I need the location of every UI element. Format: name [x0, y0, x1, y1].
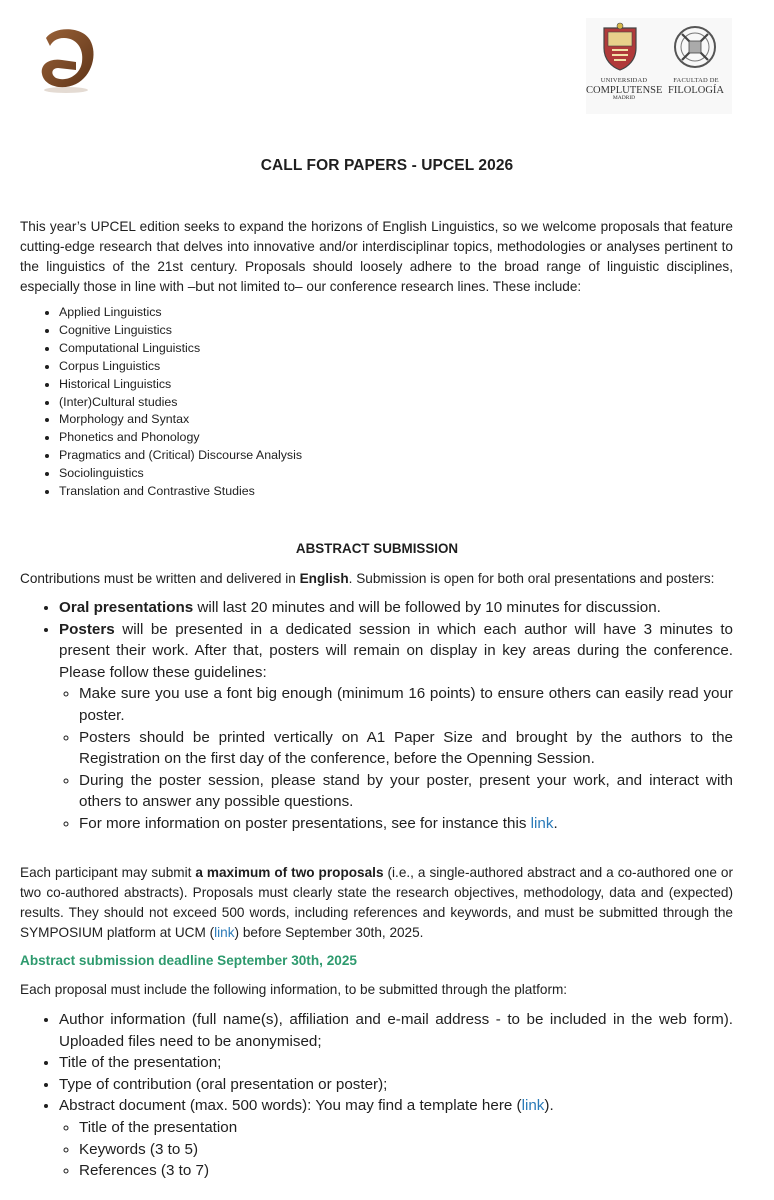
poster-info-link[interactable]: link — [530, 814, 554, 832]
list-item: ◦ Keywords (3 to 5) — [79, 1139, 733, 1161]
list-item: • Pragmatics and (Critical) Discourse Analysis — [59, 447, 539, 465]
proposals-text: Each participant may submit — [20, 865, 196, 880]
list-item: ◦ During the poster session, please stand by your poster, present your work, and interact with others to answer any possible questions. — [79, 770, 733, 813]
contributions-paragraph — [20, 569, 740, 589]
ucm-caption: UNIVERSIDAD COMPLUTENSE MADRID — [586, 77, 663, 101]
list-item — [79, 813, 733, 835]
list-item: • Phonetics and Phonology — [59, 429, 539, 447]
oral-text: will last 20 minutes and will be followed by 10 minutes for discussion. — [193, 599, 661, 616]
proposals-paragraph — [20, 863, 733, 943]
proposal-requirements-list — [40, 1009, 733, 1182]
list-item: • Historical Linguistics — [59, 376, 539, 394]
list-item-posters — [59, 619, 733, 835]
filologia-caption: FACULTAD DE FILOLOGÍA — [668, 77, 724, 96]
intro-paragraph: This year’s UPCEL edition seeks to expand the horizons of English Linguistics, so we welcome proposals that feature cutting-edge research that delves into innovative and/or interdisciplinar topics, methodologies or analyses pertinent to the linguistics of the 21st century. Proposals should loosely adhere to the broad range of linguistic disciplines, especially those in line with –but not limited to– our conference research lines. These include: — [20, 219, 733, 294]
list-item-oral — [59, 597, 733, 619]
list-item: • Computational Linguistics — [59, 340, 539, 358]
list-item: ◦ Title of the presentation — [79, 1117, 733, 1139]
deadline-notice: Abstract submission deadline September 30th, 2025 — [20, 953, 357, 968]
list-item: ◦ Make sure you use a font big enough (minimum 16 points) to ensure others can easily read your poster. — [79, 683, 733, 726]
poster-guidelines-list — [59, 683, 733, 834]
list-item: • Type of contribution (oral presentation or poster); — [59, 1074, 733, 1096]
abstract-doc-text-end: ). — [544, 1097, 554, 1115]
list-item: • Applied Linguistics — [59, 304, 539, 322]
period: . — [553, 814, 558, 832]
abstract-doc-text: Abstract document (max. 500 words): You may find a template here ( — [59, 1097, 522, 1115]
contrib-text: Contributions must be written and delivered in — [20, 571, 300, 586]
list-item: • Corpus Linguistics — [59, 358, 539, 376]
proposals-text-end: ) before September 30th, 2025. — [234, 925, 424, 940]
ucm-crest-icon — [598, 22, 642, 72]
list-item-abstract-document — [59, 1095, 733, 1181]
list-item: • Title of the presentation; — [59, 1052, 733, 1074]
proposal-info-intro: Each proposal must include the following information, to be submitted through the platform: — [20, 982, 568, 997]
symposium-link[interactable]: link — [214, 925, 235, 940]
filologia-crest-icon — [672, 24, 718, 70]
presentation-types-list — [40, 597, 733, 835]
list-item: • Author information (full name(s), affiliation and e-mail address - to be included in the web form). Uploaded files need to be anonymised; — [59, 1009, 733, 1052]
research-lines-list — [39, 304, 539, 501]
more-info-text: For more information on poster presentations, see for instance this — [79, 814, 531, 832]
template-link[interactable]: link — [521, 1097, 545, 1115]
section-title-abstract-submission: ABSTRACT SUBMISSION — [295, 541, 459, 556]
oral-label: Oral presentations — [59, 599, 194, 616]
contrib-text-end: . Submission is open for both oral presentations and posters: — [348, 571, 715, 586]
posters-label: Posters — [59, 620, 115, 638]
abstract-document-sublist — [59, 1117, 733, 1182]
list-item: ◦ Posters should be printed vertically on A1 Paper Size and brought by the authors to the Registration on the first day of the conference, before the Openning Session. — [79, 727, 733, 770]
proposals-text-mid: (i.e., a single-authored abstract and a co-authored one or two co-authored abstracts). Proposals must clearly state the research objectives, methodology, data and (expected) results. They should not exceed 500 words, including references and keywords, and must be submitted through the SYMPOSIUM platform at UCM ( — [20, 865, 733, 940]
proposals-max: a maximum of two proposals — [195, 865, 384, 880]
posters-text: will be presented in a dedicated session in which each author will have 3 minutes to present their work. After that, posters will remain on display in key areas during the conference. Please follow these guidelines: — [59, 620, 733, 681]
upcel-logo — [36, 24, 98, 96]
university-logos — [586, 18, 732, 114]
list-item: • Sociolinguistics — [59, 465, 539, 483]
list-item: ◦ References (3 to 7) — [79, 1160, 733, 1182]
contrib-language: English — [299, 571, 349, 586]
list-item: • Morphology and Syntax — [59, 411, 539, 429]
list-item: • (Inter)Cultural studies — [59, 394, 539, 412]
page-title: CALL FOR PAPERS - UPCEL 2026 — [260, 157, 514, 174]
list-item: • Cognitive Linguistics — [59, 322, 539, 340]
list-item: • Translation and Contrastive Studies — [59, 483, 539, 501]
